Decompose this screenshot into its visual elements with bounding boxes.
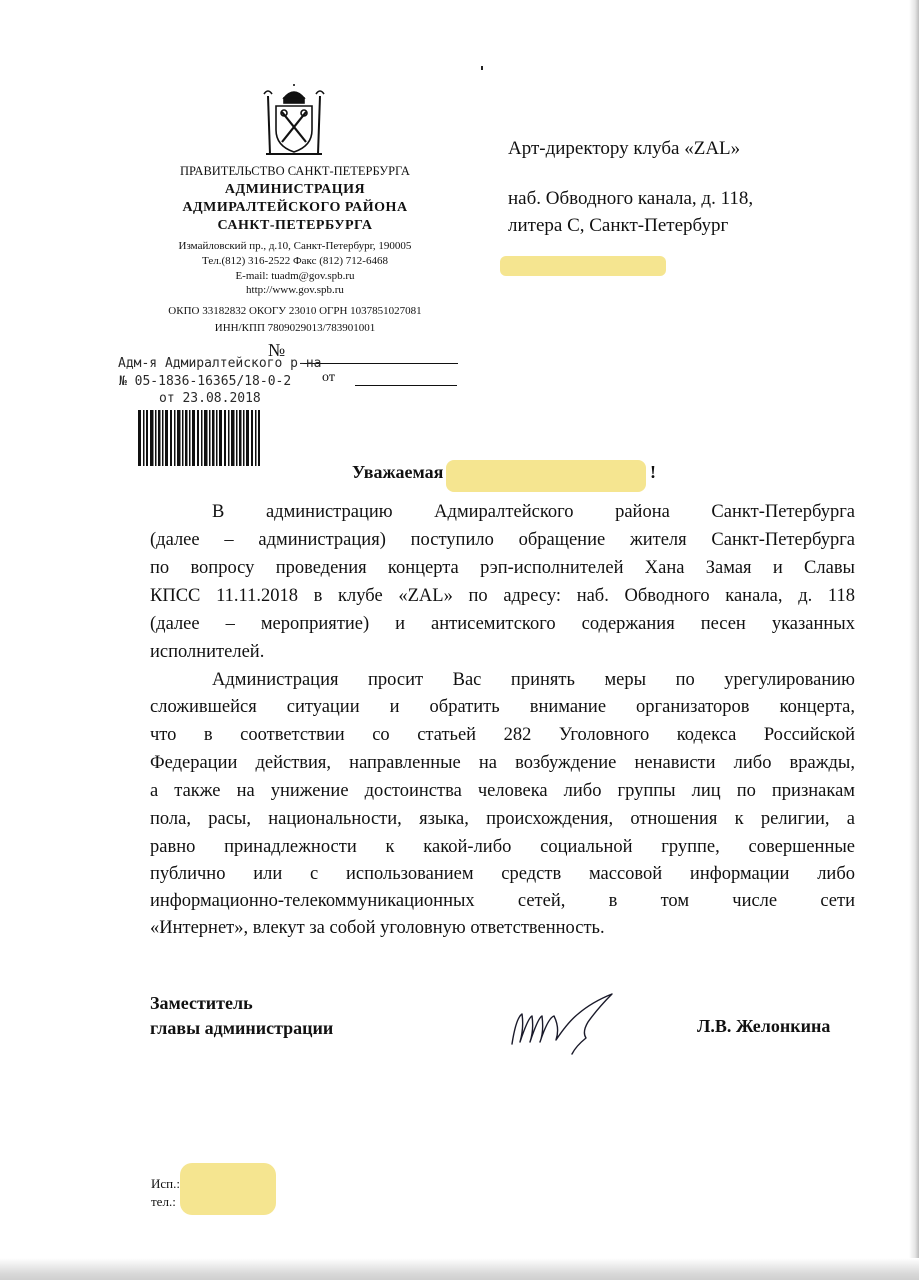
signatory-title-line2: главы администрации (150, 1018, 334, 1038)
letterhead-phone-fax: Тел.(812) 316-2522 Факс (812) 712-6468 (202, 255, 388, 267)
number-field-line (300, 363, 458, 364)
registration-stamp-number: № 05-1836-16365/18-0-2 (119, 374, 292, 389)
signatory-name: Л.В. Желонкина (697, 1016, 831, 1036)
date-from-label: от (322, 370, 335, 385)
letterhead-inn: ИНН/КПП 7809029013/783901001 (214, 322, 376, 334)
handwritten-signature (502, 988, 622, 1058)
body-line: Федерации действия, направленные на возбуждение ненависти либо вражды, (150, 753, 855, 773)
number-sign: № (268, 340, 286, 360)
registration-stamp-office: Адм-я Адмиралтейского р-на (118, 356, 322, 371)
st-petersburg-coat-of-arms-icon (262, 84, 326, 160)
body-line: КПСС 11.11.2018 в клубе «ZAL» по адресу: наб. Обводного канала, д. 118 (150, 586, 855, 606)
redaction-recipient-name (500, 256, 666, 276)
recipient-address-line2: литера С, Санкт-Петербург (508, 215, 729, 236)
administration-title-line2: АДМИРАЛТЕЙСКОГО РАЙОНА (182, 200, 408, 215)
body-line: В администрацию Адмиралтейского района Санкт-Петербурга (212, 502, 855, 522)
letterhead-email: E-mail: tuadm@gov.spb.ru (235, 270, 355, 282)
barcode-icon (138, 410, 260, 466)
body-line: (далее – мероприятие) и антисемитского содержания песен указанных (150, 614, 855, 634)
executor-label: Исп.: (151, 1176, 180, 1191)
redaction-executor (180, 1163, 276, 1215)
greeting: Уважаемая (352, 462, 444, 482)
signatory-title-line1: Заместитель (150, 993, 253, 1013)
government-name: ПРАВИТЕЛЬСТВО САНКТ-ПЕТЕРБУРГА (180, 164, 410, 178)
registration-stamp-date: от 23.08.2018 (159, 391, 261, 406)
body-line: исполнителей. (150, 642, 265, 662)
body-line: что в соответствии со статьей 282 Уголовного кодекса Российской (150, 725, 855, 745)
letterhead-website: http://www.gov.spb.ru (246, 284, 344, 296)
body-line: а также на унижение достоинства человека либо группы лиц по признакам (150, 781, 855, 801)
body-line: (далее – администрация) поступило обращение жителя Санкт-Петербурга (150, 530, 855, 550)
body-line: публично или с использованием средств массовой информации либо (150, 864, 855, 884)
body-line: сложившейся ситуации и обратить внимание организаторов концерта, (150, 697, 855, 717)
redaction-greeting-name (446, 460, 646, 492)
executor-phone-label: тел.: (151, 1194, 176, 1209)
body-line: равно принадлежности к какой-либо социальной группе, совершенные (150, 837, 855, 857)
letterhead-codes: ОКПО 33182832 ОКОГУ 23010 ОГРН 1037851027081 (168, 305, 422, 317)
recipient-title: Арт-директору клуба «ZAL» (508, 138, 741, 159)
administration-title-line3: САНКТ-ПЕТЕРБУРГА (217, 218, 373, 233)
page-edge-shadow (909, 0, 919, 1280)
body-line: информационно-телекоммуникационных сетей, в том числе сети (150, 891, 855, 911)
body-line: по вопросу проведения концерта рэп-исполнителей Хана Замая и Славы (150, 558, 855, 578)
body-line: пола, расы, национальности, языка, происхождения, отношения к религии, а (150, 809, 855, 829)
body-line: «Интернет», влекут за собой уголовную ответственность. (150, 918, 605, 938)
body-line: Администрация просит Вас принять меры по урегулированию (212, 670, 855, 690)
page-bottom-shadow (0, 1258, 919, 1280)
greeting-exclamation: ! (650, 462, 656, 482)
date-field-line (355, 385, 457, 386)
administration-title-line1: АДМИНИСТРАЦИЯ (224, 182, 366, 197)
recipient-address-line1: наб. Обводного канала, д. 118, (508, 188, 754, 209)
letterhead-address: Измайловский пр., д.10, Санкт-Петербург, 190005 (178, 240, 412, 252)
scan-speck (481, 66, 483, 70)
